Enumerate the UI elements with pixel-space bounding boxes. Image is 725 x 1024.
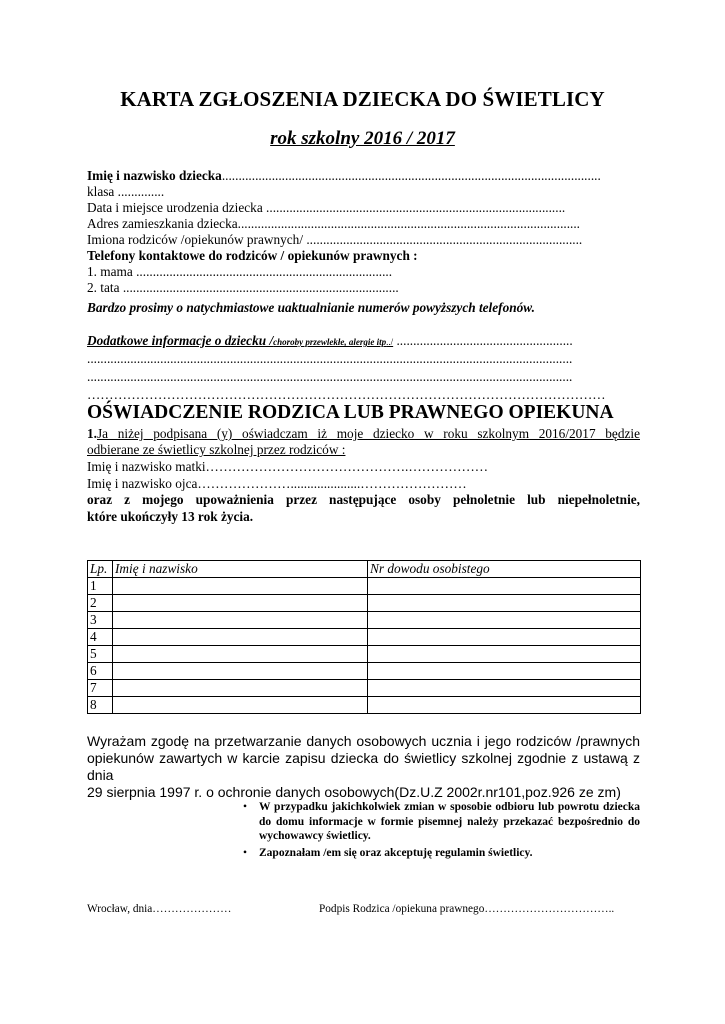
id-cell[interactable] (368, 612, 641, 629)
table-row (88, 663, 641, 680)
name-cell[interactable] (113, 629, 368, 646)
row-number: 8 (88, 697, 113, 714)
birth-line[interactable]: Data i miejsce urodzenia dziecka .......................................................................................... (87, 200, 566, 215)
child-name-dots: .................................................................................................................. (221, 168, 601, 183)
id-cell[interactable] (368, 680, 641, 697)
name-cell[interactable] (113, 697, 368, 714)
signature-line[interactable]: Podpis Rodzica /opiekuna prawnego…………………………….. (319, 903, 615, 915)
name-cell[interactable] (113, 595, 368, 612)
row-number: 1 (88, 578, 113, 595)
row-number: 3 (88, 612, 113, 629)
id-cell[interactable] (368, 697, 641, 714)
table-row (88, 612, 641, 629)
table-row (88, 680, 641, 697)
additional-info-line[interactable] (87, 333, 639, 350)
name-cell[interactable] (113, 663, 368, 680)
id-cell[interactable] (368, 578, 641, 595)
additional-info-line-4[interactable]: ……………………………………………………………………………………………………… (87, 387, 606, 402)
authorization-line-2: które ukończyły 13 rok życia. (87, 509, 254, 524)
note-regulations: Zapoznałam /em się oraz akceptuję regulamin świetlicy. (259, 846, 533, 859)
notes-list (240, 800, 640, 862)
id-cell[interactable] (368, 595, 641, 612)
father-name-line[interactable]: Imię i nazwisko ojca………………….....................…………………… (87, 476, 467, 491)
additional-info-line-3[interactable]: .................................................................................................................................................. (87, 369, 573, 384)
name-cell[interactable] (113, 578, 368, 595)
row-number: 7 (88, 680, 113, 697)
name-cell[interactable] (113, 612, 368, 629)
note-change-pickup: W przypadku jakichkolwiek zmian w sposobie odbioru lub powrotu dziecka do domu informacje w formie pisemnej należy przekazać bezpośrednio do wychowawcy świetlicy. (259, 801, 640, 842)
consent-line-3: 29 sierpnia 1997 r. o ochronie danych osobowych(Dz.U.Z 2002r.nr101,poz.926 ze zm) (87, 784, 621, 800)
bullet-icon: • (243, 801, 248, 813)
place-date-line[interactable]: Wrocław, dnia………………… (87, 903, 232, 915)
bullet-icon: • (243, 846, 248, 859)
parents-line[interactable]: Imiona rodziców /opiekunów prawnych/ ................................................................................... (87, 232, 583, 247)
additional-info-line-2[interactable]: .................................................................................................................................................. (87, 351, 573, 366)
header-lp: Lp. (88, 561, 113, 578)
address-line[interactable]: Adres zamieszkania dziecka....................................................................................................... (87, 216, 581, 231)
dad-phone-line[interactable]: 2. tata ................................................................................... (87, 280, 399, 295)
name-cell[interactable] (113, 646, 368, 663)
list-item (240, 800, 640, 844)
data-processing-consent (87, 733, 640, 801)
consent-line-1: Wyrażam zgodę na przetwarzanie danych osobowych ucznia i jego rodziców /prawnych (87, 733, 640, 749)
mom-phone-line[interactable]: 1. mama ............................................................................. (87, 264, 393, 279)
additional-info-dots: ..................................................... (393, 333, 573, 348)
declaration-text-line-2: odbierane ze świetlicy szkolnej przez rodziców : (87, 442, 346, 457)
table-row (88, 629, 641, 646)
list-item (240, 846, 640, 861)
declaration-text-1: Ja niżej podpisana (y) oświadczam iż moje dziecko w roku szkolnym 2016/2017 będzie (96, 426, 640, 441)
table-header-row (88, 561, 641, 578)
mother-name-line[interactable]: Imię i nazwisko matki……………………………………….……………… (87, 459, 489, 474)
row-number: 4 (88, 629, 113, 646)
additional-info-hint-end: ../ (386, 337, 394, 347)
update-note: Bardzo prosimy o natychmiastowe uaktualnianie numerów powyższych telefonów. (87, 300, 535, 315)
authorization-line-1: oraz z mojego upoważnienia przez następujące osoby pełnoletnie lub niepełnoletnie, (87, 492, 640, 507)
declaration-text-line-1 (87, 426, 640, 442)
class-line[interactable]: klasa .............. (87, 184, 165, 199)
consent-line-2: opiekunów zawartych w karcie zapisu dziecka do świetlicy szkolnej zgodnie z ustawą z dnia (87, 750, 640, 783)
header-id-number: Nr dowodu osobistego (368, 561, 641, 578)
table-row (88, 646, 641, 663)
table-row (88, 578, 641, 595)
school-year-subtitle: rok szkolny 2016 / 2017 (270, 128, 455, 149)
table-row (88, 697, 641, 714)
declaration-heading: OŚWIADCZENIE RODZICA LUB PRAWNEGO OPIEKUNA (87, 402, 614, 423)
row-number: 5 (88, 646, 113, 663)
child-name-line[interactable] (87, 168, 639, 184)
additional-info-hint: choroby przewlekłe, alergie itp (273, 337, 387, 347)
additional-info-label: Dodatkowe informacje o dziecku / (87, 333, 274, 348)
id-cell[interactable] (368, 663, 641, 680)
child-name-label: Imię i nazwisko dziecka (87, 168, 222, 183)
id-cell[interactable] (368, 646, 641, 663)
table-row (88, 595, 641, 612)
header-name: Imię i nazwisko (113, 561, 368, 578)
authorized-people-table (87, 560, 641, 714)
phones-label: Telefony kontaktowe do rodziców / opiekunów prawnych : (87, 248, 418, 263)
row-number: 2 (88, 595, 113, 612)
form-title: KARTA ZGŁOSZENIA DZIECKA DO ŚWIETLICY (120, 87, 605, 111)
row-number: 6 (88, 663, 113, 680)
name-cell[interactable] (113, 680, 368, 697)
id-cell[interactable] (368, 629, 641, 646)
declaration-number: 1. (87, 426, 97, 441)
